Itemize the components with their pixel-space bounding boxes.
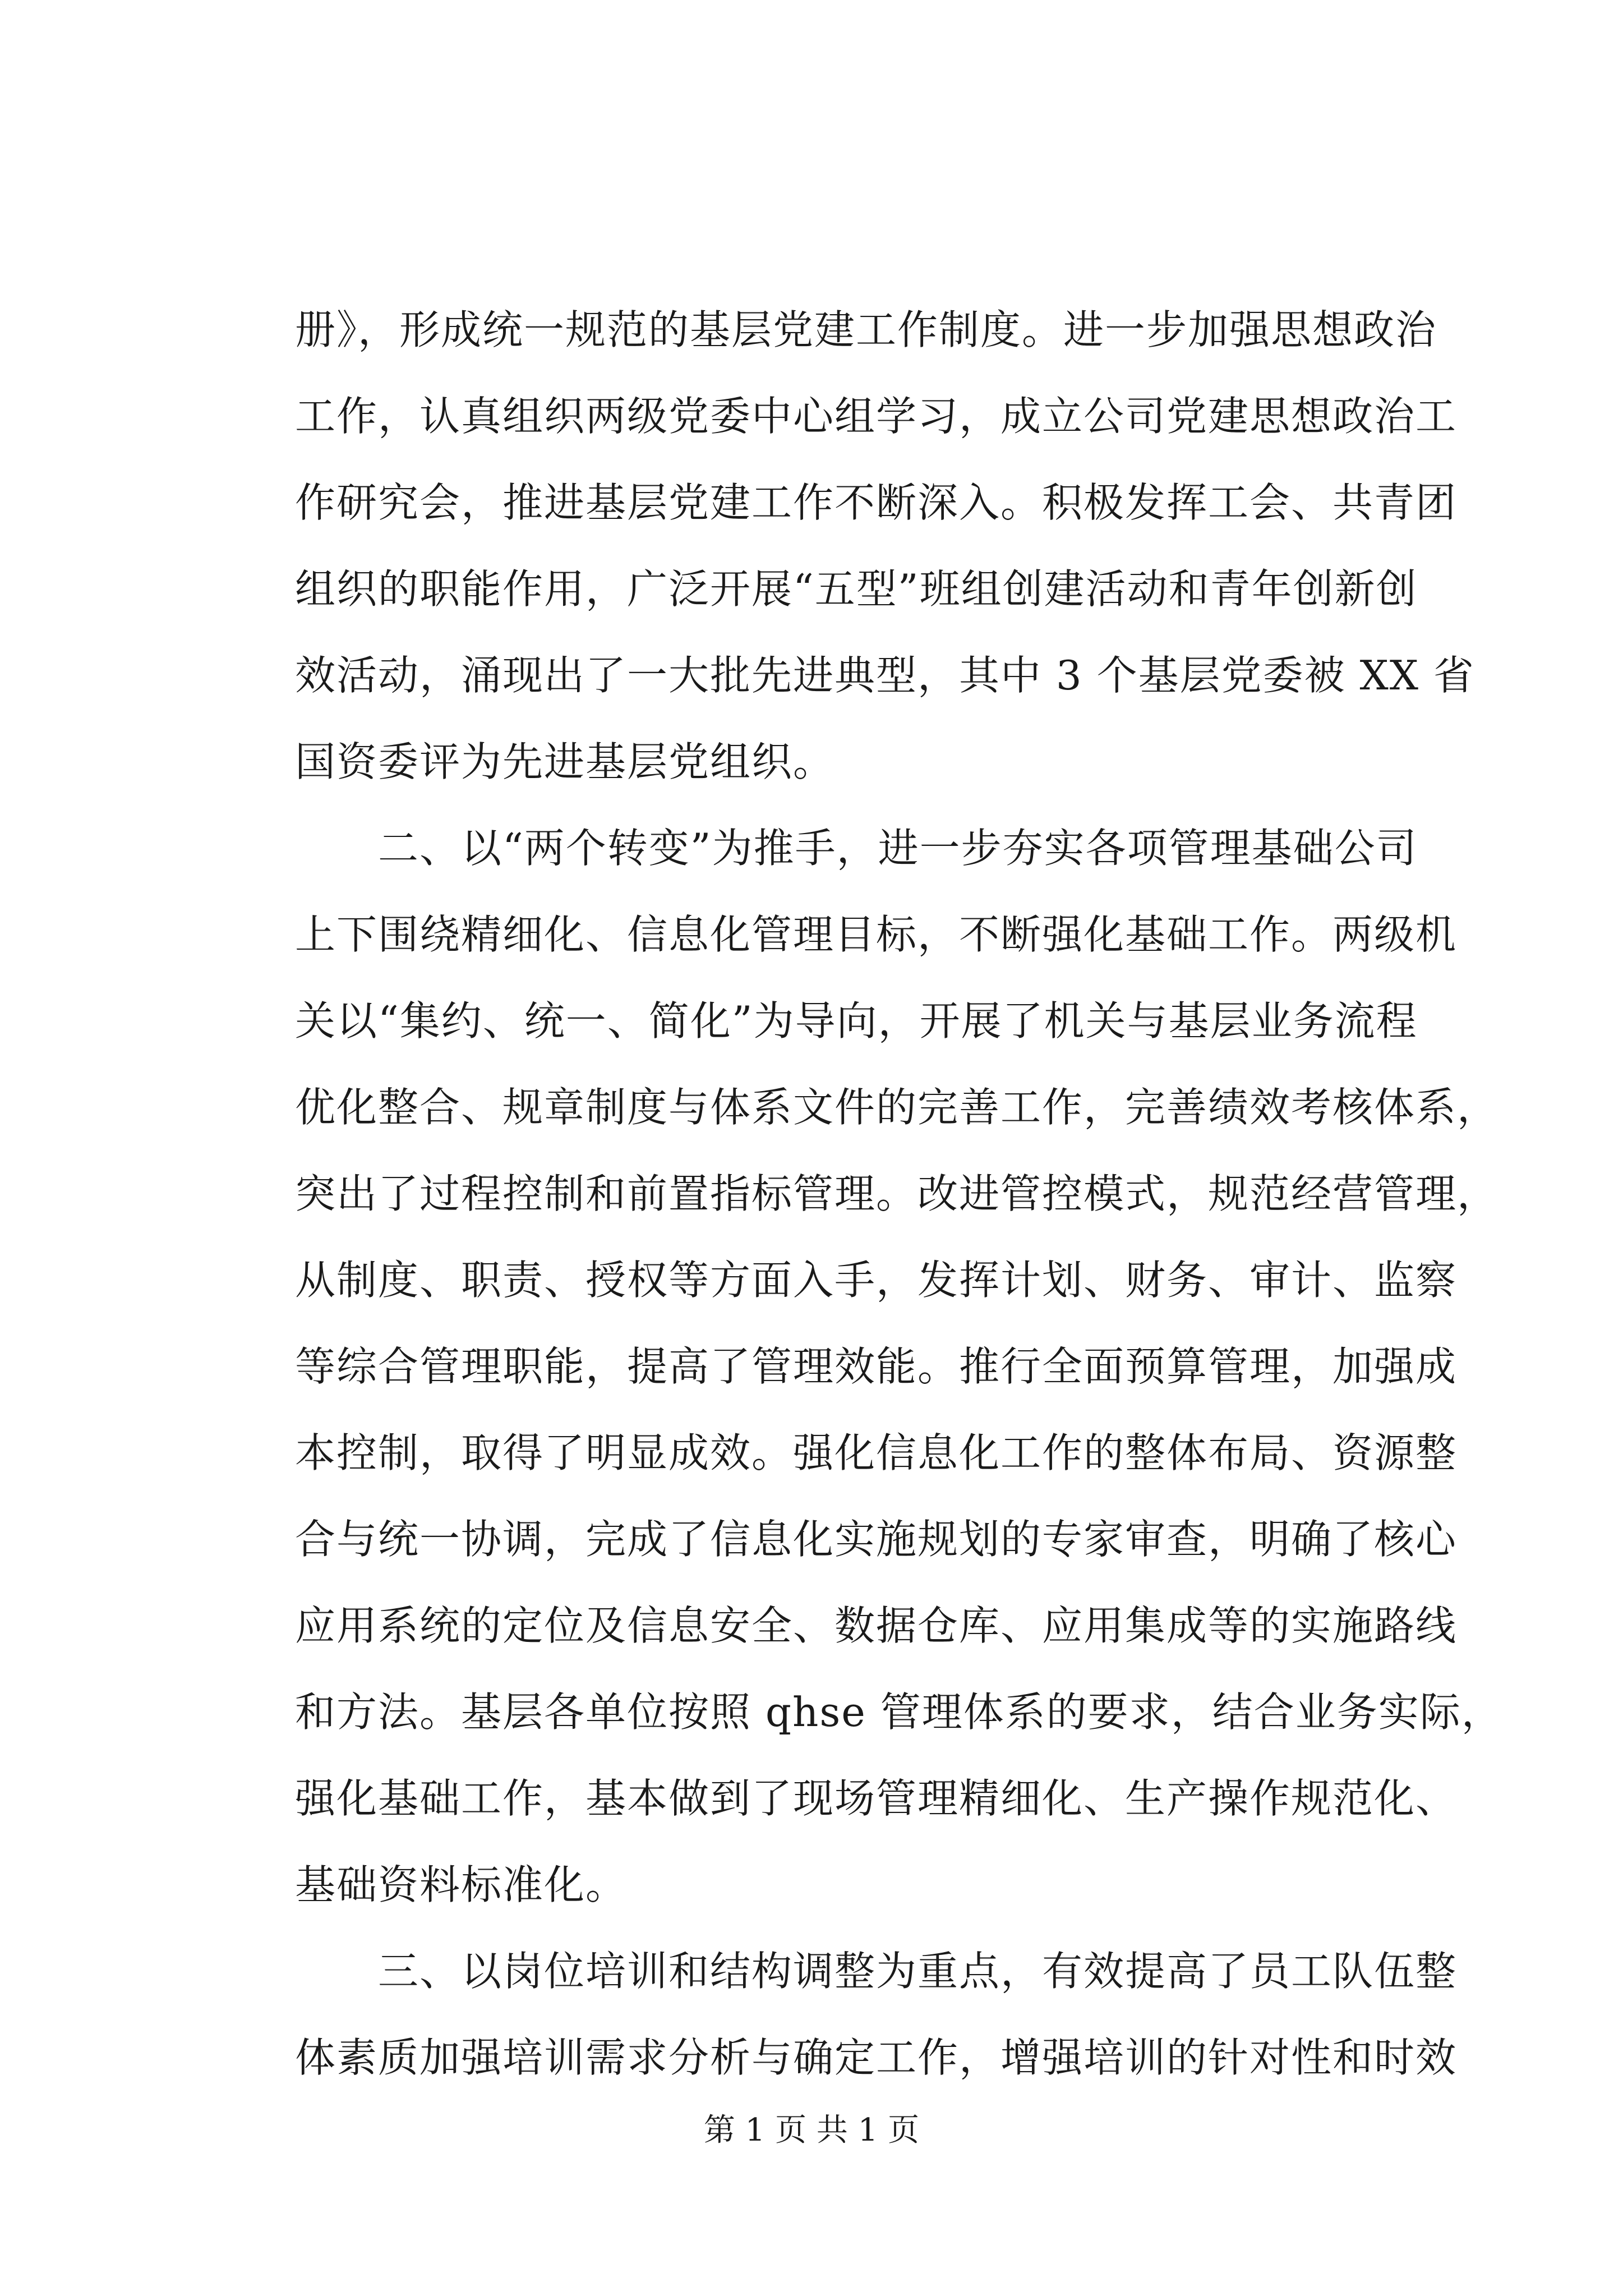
text-line: 作研究会，推进基层党建工作不断深入。积极发挥工会、共青团 <box>295 479 1458 526</box>
text-line: 三、以岗位培训和结构调整为重点，有效提高了员工队伍整 <box>295 1948 1458 1995</box>
page-footer: 第 1 页 共 1 页 <box>703 2112 920 2148</box>
text-line: 优化整合、规章制度与体系文件的完善工作，完善绩效考核体系， <box>295 1084 1499 1131</box>
text-line: 上下围绕精细化、信息化管理目标，不断强化基础工作。两级机 <box>295 911 1458 958</box>
text-line: 二、以“两个转变”为推手，进一步夯实各项管理基础公司 <box>295 825 1418 872</box>
text-line: 合与统一协调，完成了信息化实施规划的专家审查，明确了核心 <box>295 1516 1458 1563</box>
text-line: 从制度、职责、授权等方面入手，发挥计划、财务、审计、监察 <box>295 1257 1458 1304</box>
text-line: 基础资料标准化。 <box>295 1861 628 1908</box>
text-line: 国资委评为先进基层党组织。 <box>295 738 835 785</box>
text-line: 工作，认真组织两级党委中心组学习，成立公司党建思想政治工 <box>295 393 1458 440</box>
text-line: 等综合管理职能，提高了管理效能。推行全面预算管理，加强成 <box>295 1343 1458 1390</box>
text-line: 组织的职能作用，广泛开展“五型”班组创建活动和青年创新创 <box>295 565 1418 613</box>
text-line: 册》，形成统一规范的基层党建工作制度。进一步加强思想政治 <box>295 306 1437 353</box>
text-line: 应用系统的定位及信息安全、数据仓库、应用集成等的实施路线 <box>295 1602 1458 1649</box>
text-line: 体素质加强培训需求分析与确定工作，增强培训的针对性和时效 <box>295 2034 1458 2081</box>
text-line: 效活动，涌现出了一大批先进典型，其中 3 个基层党委被 XX 省 <box>295 652 1475 699</box>
text-line: 强化基础工作，基本做到了现场管理精细化、生产操作规范化、 <box>295 1775 1458 1822</box>
text-line: 关以“集约、统一、简化”为导向，开展了机关与基层业务流程 <box>295 997 1418 1045</box>
text-line: 和方法。基层各单位按照 qhse 管理体系的要求，结合业务实际， <box>295 1688 1503 1736</box>
text-line: 突出了过程控制和前置指标管理。改进管控模式，规范经营管理， <box>295 1170 1499 1217</box>
text-line: 本控制，取得了明显成效。强化信息化工作的整体布局、资源整 <box>295 1429 1458 1476</box>
